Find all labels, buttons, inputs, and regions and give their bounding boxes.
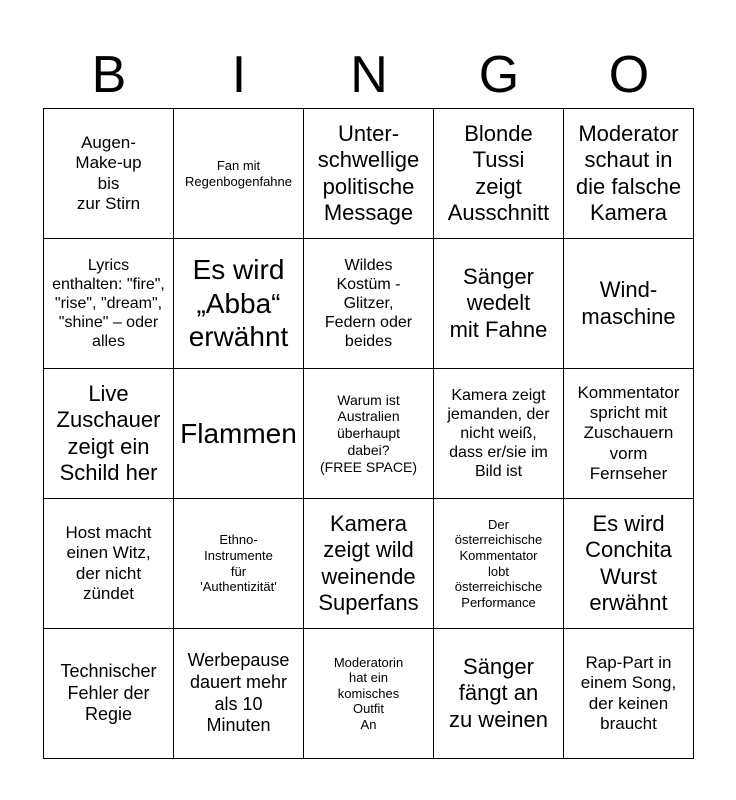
bingo-cell[interactable]: Lyrics enthalten: "fire", "rise", "dream", "shine" – oder alles [44,239,174,369]
header-letter-o: O [608,46,650,104]
bingo-row [44,369,694,499]
header-letter-i: I [231,46,247,104]
bingo-row [44,499,694,629]
bingo-cell[interactable]: Wind- maschine [564,239,694,369]
bingo-cell[interactable]: Moderatorin hat ein komisches Outfit An [304,629,434,759]
header-letter-g: G [478,46,520,104]
bingo-cell[interactable]: Technischer Fehler der Regie [44,629,174,759]
bingo-cell[interactable]: Sänger wedelt mit Fahne [434,239,564,369]
bingo-cell[interactable]: Unter- schwellige politische Message [304,109,434,239]
bingo-cell[interactable]: Moderator schaut in die falsche Kamera [564,109,694,239]
bingo-cell[interactable]: Kamera zeigt jemanden, der nicht weiß, dass er/sie im Bild ist [434,369,564,499]
bingo-cell[interactable]: Kommentator spricht mit Zuschauern vorm Fernseher [564,369,694,499]
bingo-cell[interactable]: Augen- Make-up bis zur Stirn [44,109,174,239]
bingo-cell[interactable]: Wildes Kostüm - Glitzer, Federn oder beides [304,239,434,369]
bingo-cell[interactable]: Werbepause dauert mehr als 10 Minuten [174,629,304,759]
free-space-cell[interactable]: Warum ist Australien überhaupt dabei? (FREE SPACE) [304,369,434,499]
bingo-cell[interactable]: Es wird Conchita Wurst erwähnt [564,499,694,629]
bingo-card [43,108,694,759]
bingo-row [44,239,694,369]
bingo-cell[interactable]: Rap-Part in einem Song, der keinen braucht [564,629,694,759]
bingo-cell[interactable]: Kamera zeigt wild weinende Superfans [304,499,434,629]
bingo-cell[interactable]: Flammen [174,369,304,499]
header-letter-n: N [350,46,388,104]
bingo-cell[interactable]: Sänger fängt an zu weinen [434,629,564,759]
bingo-header [44,40,694,110]
bingo-cell[interactable]: Es wird „Abba“ erwähnt [174,239,304,369]
bingo-cell[interactable]: Fan mit Regenbogenfahne [174,109,304,239]
bingo-cell[interactable]: Ethno- Instrumente für 'Authentizität' [174,499,304,629]
bingo-cell[interactable]: Blonde Tussi zeigt Ausschnitt [434,109,564,239]
bingo-cell[interactable]: Der österreichische Kommentator lobt österreichische Performance [434,499,564,629]
header-letter-b: B [91,46,127,104]
bingo-cell[interactable]: Live Zuschauer zeigt ein Schild her [44,369,174,499]
bingo-cell[interactable]: Host macht einen Witz, der nicht zündet [44,499,174,629]
bingo-row [44,109,694,239]
bingo-row [44,629,694,759]
